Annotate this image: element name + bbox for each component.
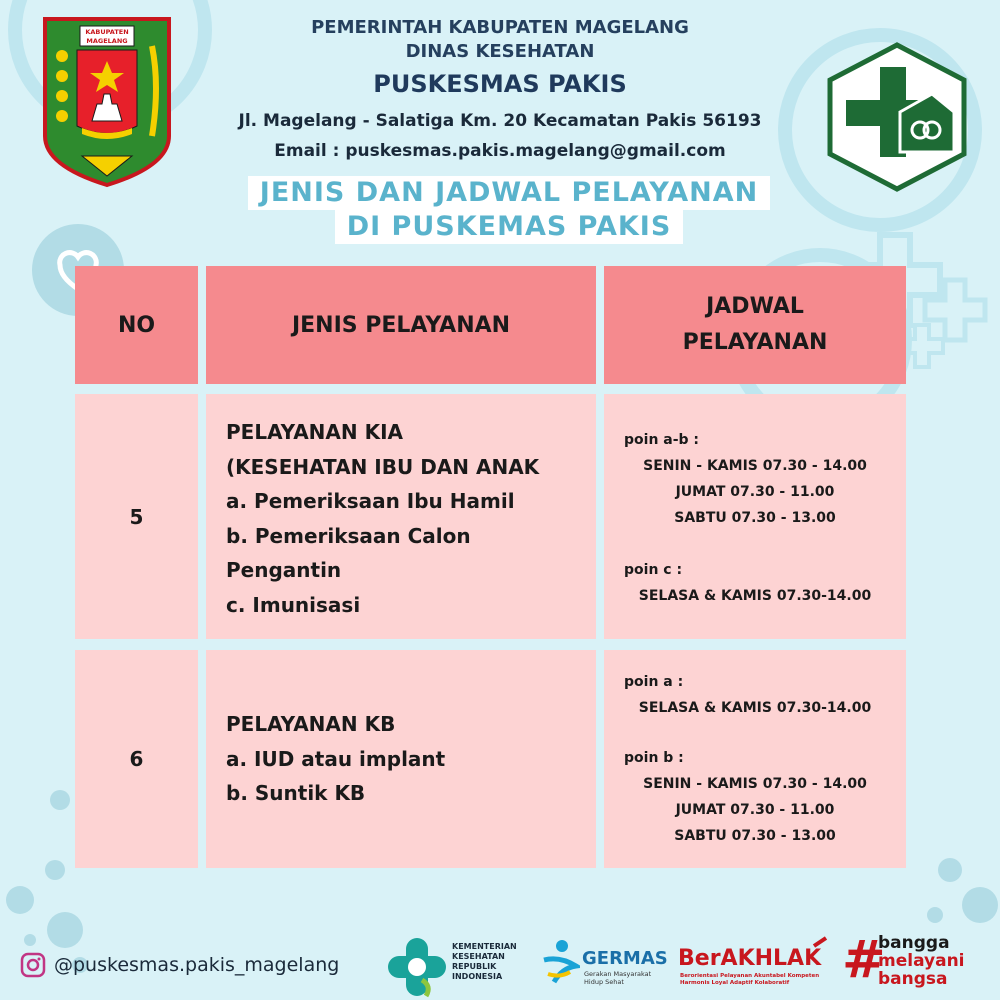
kemenkes-line: INDONESIA — [452, 972, 503, 981]
berakhlak-sub-line: Harmonis Loyal Adaptif Kolaboratif — [680, 980, 790, 986]
schedule-line: SELASA & KAMIS 07.30-14.00 — [638, 700, 872, 716]
kemenkes-line: KEMENTERIAN — [452, 942, 517, 951]
title-line-2: DI PUSKEMAS PAKIS — [335, 210, 684, 244]
government-title: PEMERINTAH KABUPATEN MAGELANG — [311, 17, 689, 38]
header-schedule-line-1: JADWAL — [706, 294, 804, 319]
puskesmas-logo — [822, 42, 972, 192]
germas-title: GERMAS — [582, 948, 668, 969]
germas-logo-icon — [540, 938, 580, 988]
title-line-1: JENIS DAN JADWAL PELAYANAN — [248, 176, 770, 210]
bangga-hash-icon: # — [842, 930, 886, 990]
service-line: b. Suntik KB — [226, 781, 366, 805]
germas-subtitle — [584, 970, 651, 986]
service-line: PELAYANAN KB — [226, 712, 396, 736]
header-service-label: JENIS PELAYANAN — [291, 312, 511, 338]
service-line: PELAYANAN KIA — [226, 420, 404, 444]
bangga-melayani-bangsa — [878, 934, 965, 988]
kemenkes-logo-icon — [386, 936, 448, 998]
schedule-line: SABTU 07.30 - 13.00 — [674, 828, 836, 844]
emblem-text-magelang: MAGELANG — [86, 37, 128, 45]
header-no — [75, 266, 198, 384]
schedule-label: poin b : — [624, 750, 684, 766]
schedule-label: poin a : — [624, 674, 684, 690]
kemenkes-line: KESEHATAN — [452, 952, 505, 961]
table-row-5-service — [206, 394, 596, 639]
kemenkes-line: REPUBLIK — [452, 962, 497, 971]
header-no-label: NO — [117, 312, 156, 338]
table-row-6-no — [75, 650, 198, 868]
page-title — [232, 176, 786, 244]
service-line: (KESEHATAN IBU DAN ANAK — [226, 454, 540, 479]
address: Jl. Magelang - Salatiga Km. 20 Kecamatan Pakis 56193 — [238, 111, 762, 131]
schedule-line: SABTU 07.30 - 13.00 — [674, 510, 836, 526]
service-line: a. IUD atau implant — [226, 746, 446, 771]
table-row-6-service — [206, 650, 596, 868]
header-schedule-line-2: PELAYANAN — [682, 330, 828, 355]
table-row-5-schedule — [604, 394, 906, 639]
service-line: c. Imunisasi — [226, 592, 361, 617]
header — [200, 16, 800, 166]
magelang-emblem-logo — [42, 16, 172, 188]
berakhlak-sub-line: Berorientasi Pelayanan Akuntabel Kompeten — [680, 973, 820, 979]
berakhlak-title: BerAKHLAK — [678, 946, 822, 971]
instagram-handle-text: @puskesmas.pakis_magelang — [54, 954, 340, 976]
schedule-label: poin c : — [624, 562, 683, 578]
schedule-line: SENIN - KAMIS 07.30 - 14.00 — [643, 458, 867, 474]
schedule-line: JUMAT 07.30 - 11.00 — [675, 802, 835, 818]
service-line: a. Pemeriksaan Ibu Hamil — [226, 489, 515, 513]
email: Email : puskesmas.pakis.magelang@gmail.com — [274, 141, 726, 161]
instagram-handle[interactable] — [20, 952, 339, 978]
kemenkes-text — [452, 942, 517, 982]
service-line: Pengantin — [226, 558, 342, 582]
table-row-6-schedule — [604, 650, 906, 868]
row-5-number: 5 — [129, 504, 144, 529]
bangga-line: bangsa — [878, 969, 948, 989]
schedule-line: SELASA & KAMIS 07.30-14.00 — [638, 588, 872, 604]
bangga-line: bangga — [878, 933, 950, 953]
header-service — [206, 266, 596, 384]
germas-sub-line: Hidup Sehat — [584, 978, 624, 986]
service-line: b. Pemeriksaan Calon — [226, 523, 471, 548]
department-title: DINAS KESEHATAN — [405, 41, 595, 62]
row-6-number: 6 — [129, 747, 144, 771]
instagram-icon — [20, 952, 46, 978]
schedule-line: JUMAT 07.30 - 11.00 — [675, 484, 835, 500]
germas-sub-line: Gerakan Masyarakat — [584, 970, 652, 978]
berakhlak-check-icon — [812, 934, 832, 954]
header-schedule — [604, 266, 906, 384]
schedule-label: poin a-b : — [624, 432, 700, 448]
table-row-5-no — [75, 394, 198, 639]
puskesmas-title: PUSKESMAS PAKIS — [373, 70, 627, 98]
emblem-text-kabupaten: KABUPATEN — [85, 28, 129, 36]
berakhlak-subtitle — [680, 973, 819, 987]
schedule-line: SENIN - KAMIS 07.30 - 14.00 — [643, 776, 867, 792]
bangga-line: melayani — [878, 951, 965, 971]
